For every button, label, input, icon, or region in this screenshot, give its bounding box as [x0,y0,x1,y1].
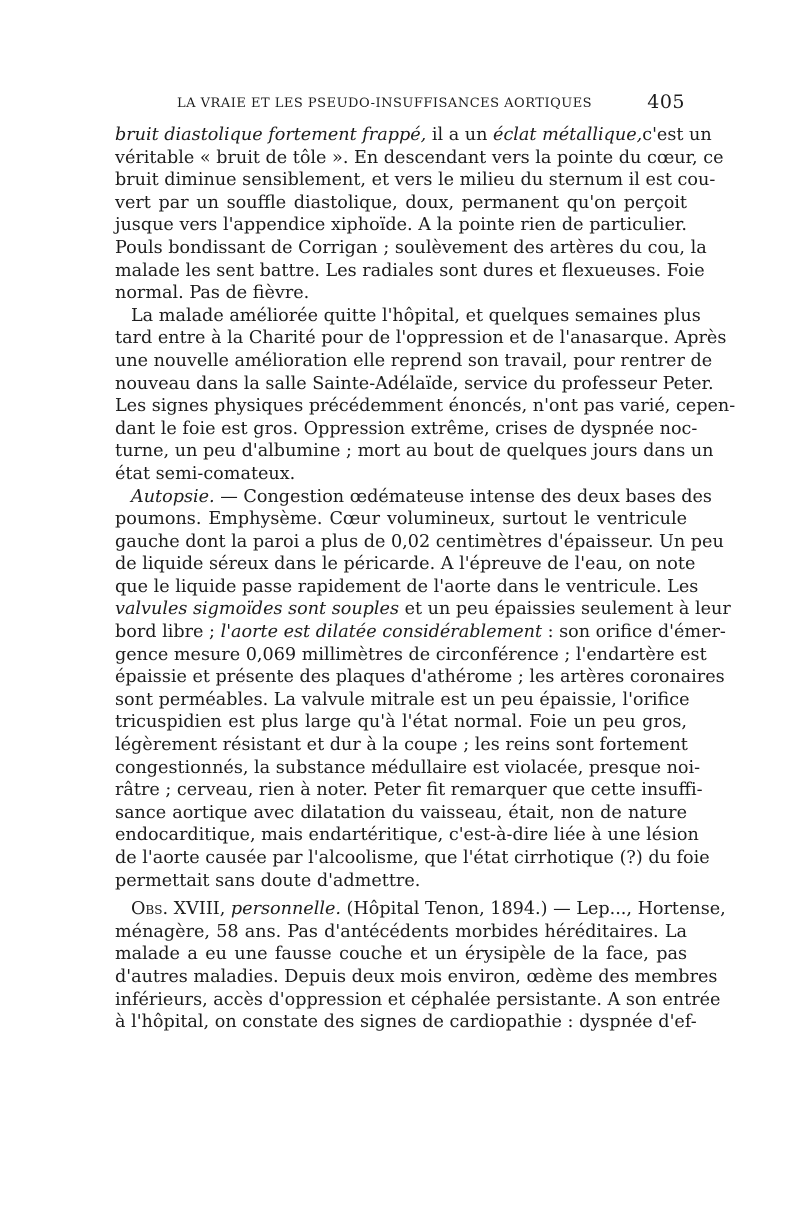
text-line: malade a eu une fausse couche et un érysipèle de la face, pas [115,944,687,965]
text-run: — Congestion œdémateuse intense des deux bases des [214,486,712,507]
paragraph-autopsy [115,486,731,893]
running-title: LA VRAIE ET LES PSEUDO-INSUFFISANCES AORTIQUES [177,96,593,111]
text-line: tard entre à la Charité pour de l'oppression et de l'anasarque. Après [115,328,727,349]
text-line: râtre ; cerveau, rien à noter. Peter fit remarquer que cette insuffi- [115,780,703,801]
body-text [115,124,736,1034]
observation-label: Obs. XVIII, [131,899,226,920]
text-line [115,124,712,147]
page-number: 405 [647,91,685,113]
text-line: dant le foie est gros. Oppression extrême, crises de dyspnée noc- [115,418,698,439]
text-line: Les signes physiques précédemment énoncés, n'ont pas varié, cepen- [115,396,736,417]
text-line: inférieurs, accès d'oppression et céphalée persistante. A son entrée [115,989,721,1010]
text-line: permettait sans doute d'admettre. [115,870,421,891]
text-line: nouveau dans la salle Sainte-Adélaïde, service du professeur Peter. [115,373,714,394]
text-line: gence mesure 0,069 millimètres de circonférence ; l'endartère est [115,644,707,665]
text-run: il a un [426,125,494,145]
page-header [115,92,687,118]
text-line: bruit diminue sensiblement, et vers le milieu du sternum il est cou- [115,170,716,191]
text-line [115,621,726,644]
paragraph-observation [115,898,726,1034]
text-run: c'est un [642,125,712,145]
text-line: endocarditique, mais endartéritique, c'est-à-dire liée à une lésion [115,825,699,846]
text-line: normal. Pas de fièvre. [115,283,310,304]
text-line: vert par un souffle diastolique, doux, permanent qu'on perçoit [115,192,687,213]
text-run: : son orifice d'émer- [542,622,726,643]
text-line: une nouvelle amélioration elle reprend son travail, pour rentrer de [115,350,713,371]
text-run: bord libre ; [115,622,221,643]
text-line: Pouls bondissant de Corrigan ; soulèvement des artères du cou, la [115,237,707,258]
text-line: de liquide séreux dans le péricarde. A l'épreuve de l'eau, on note [115,554,696,575]
text-line: congestionnés, la substance médullaire est violacée, presque noi- [115,757,701,778]
paragraph-2 [115,305,736,486]
italic-phrase: l'aorte est dilatée considérablement [220,622,543,643]
text-line: à l'hôpital, on constate des signes de cardiopathie : dyspnée d'ef- [115,1012,697,1033]
paragraph-1 [115,124,724,305]
text-line: état semi-comateux. [115,463,296,484]
text-line: sance aortique avec dilatation du vaisseau, était, non de nature [115,802,687,823]
italic-phrase: personnelle. [225,899,341,920]
text-line: ménagère, 58 ans. Pas d'antécédents morbides héréditaires. La [115,921,687,942]
book-page [115,91,736,1034]
text-line: gauche dont la paroi a plus de 0,02 centimètres d'épaisseur. Un peu [115,531,724,552]
italic-phrase: éclat métallique, [493,125,643,145]
text-run: et un peu épaissies seulement à leur [399,599,731,620]
text-line: jusque vers l'appendice xiphoïde. A la pointe rien de particulier. [115,215,687,236]
italic-heading: Autopsie. [131,486,215,507]
text-line: véritable « bruit de tôle ». En descendant vers la pointe du cœur, ce [115,147,724,168]
text-line: que le liquide passe rapidement de l'aorte dans le ventricule. Les [115,576,699,597]
text-line: poumons. Emphysème. Cœur volumineux, surtout le ventricule [115,509,687,530]
text-line: turne, un peu d'albumine ; mort au bout de quelques jours dans un [115,441,714,462]
text-line: malade les sent battre. Les radiales sont dures et flexueuses. Foie [115,260,705,281]
text-line: légèrement résistant et dur à la coupe ; les reins sont fortement [115,735,688,756]
text-run: (Hôpital Tenon, 1894.) — Lep..., Hortense, [340,899,726,920]
text-line [115,598,731,621]
text-line: d'autres maladies. Depuis deux mois environ, œdème des membres [115,966,718,987]
text-line [115,486,712,509]
text-line: sont perméables. La valvule mitrale est un peu épaissie, l'orifice [115,689,690,710]
text-line: épaissie et présente des plaques d'athérome ; les artères coronaires [115,667,725,688]
italic-phrase: valvules sigmoïdes sont souples [115,599,399,620]
text-line: de l'aorte causée par l'alcoolisme, que l'état cirrhotique (?) du foie [115,848,710,868]
text-line: La malade améliorée quitte l'hôpital, et quelques semaines plus [131,305,701,326]
italic-phrase: bruit diastolique fortement frappé, [115,125,427,145]
text-line: tricuspidien est plus large qu'à l'état normal. Foie un peu gros, [115,712,687,733]
text-line [115,898,726,921]
